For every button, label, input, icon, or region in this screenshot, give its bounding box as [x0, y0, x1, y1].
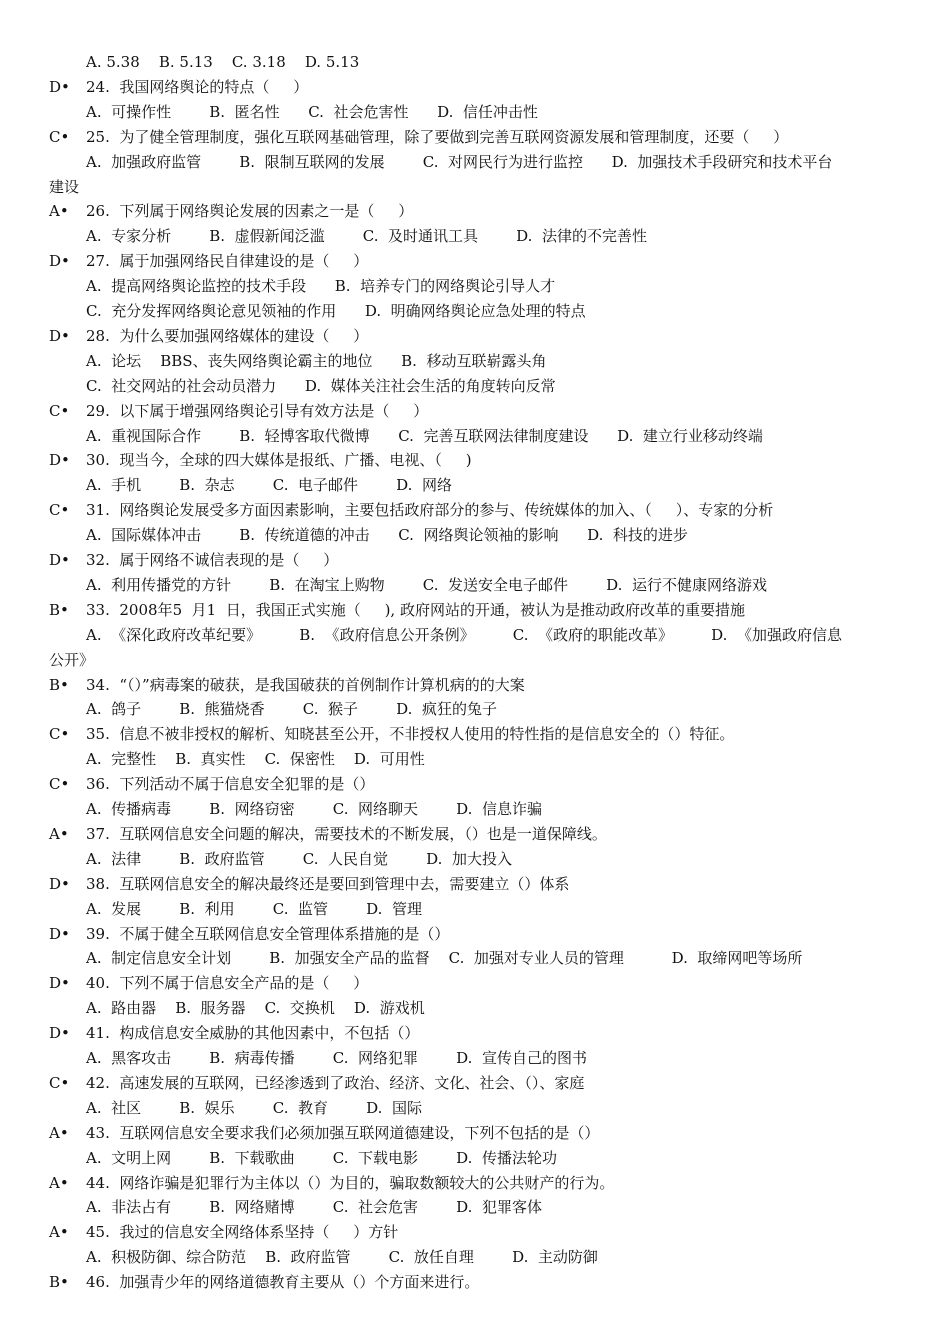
answer-marker: A•: [49, 1124, 69, 1142]
answer-marker: C•: [49, 725, 70, 743]
question-text: 34. “（）”病毒案的破获，是我国破获的首例制作计算机病的的大案: [86, 676, 525, 694]
answer-marker: D•: [49, 925, 70, 943]
answer-marker: D•: [49, 974, 70, 992]
options-line: C. 社交网站的社会动员潜力 D. 媒体关注社会生活的角度转向反常: [86, 377, 556, 395]
question-text: 30. 现当今，全球的四大媒体是报纸、广播、电视、（ ): [86, 451, 472, 469]
question-text: 46. 加强青少年的网络道德教育主要从（）个方面来进行。: [86, 1273, 480, 1291]
answer-marker: D•: [49, 327, 70, 345]
question-text: 45. 我过的信息安全网络体系坚持（ ）方针: [86, 1223, 399, 1241]
options-line: A. 提高网络舆论监控的技术手段 B. 培养专门的网络舆论引导人才: [86, 277, 556, 295]
options-line: A. 非法占有 B. 网络赌博 C. 社会危害 D. 犯罪客体: [86, 1198, 542, 1216]
answer-marker: D•: [49, 252, 70, 270]
question-text: 31. 网络舆论发展受多方面因素影响，主要包括政府部分的参与、传统媒体的加入、（ ）、专家的分析: [86, 501, 774, 519]
answer-marker: D•: [49, 451, 70, 469]
question-text: 32. 属于网络不诚信表现的是（ ）: [86, 551, 339, 569]
question-text: 28. 为什么要加强网络媒体的建设（ ）: [86, 327, 369, 345]
options-line: A. 积极防御、综合防范 B. 政府监管 C. 放任自理 D. 主动防御: [86, 1248, 598, 1266]
options-line: A. 文明上网 B. 下载歌曲 C. 下载电影 D. 传播法轮功: [86, 1149, 557, 1167]
question-text: 25. 为了健全管理制度，强化互联网基础管理，除了要做到完善互联网资源发展和管理制度，还要（ ）: [86, 128, 789, 146]
answer-marker: C•: [49, 402, 70, 420]
options-line: C. 充分发挥网络舆论意见领袖的作用 D. 明确网络舆论应急处理的特点: [86, 302, 586, 320]
options-line: A. 论坛 BBS、丧失网络舆论霸主的地位 B. 移动互联崭露头角: [86, 352, 547, 370]
answer-marker: D•: [49, 1024, 70, 1042]
answer-marker: C•: [49, 1074, 70, 1092]
options-line: A. 法律 B. 政府监管 C. 人民自觉 D. 加大投入: [86, 850, 512, 868]
question-text: 44. 网络诈骗是犯罪行为主体以（）为目的，骗取数额较大的公共财产的行为。: [86, 1174, 615, 1192]
question-text: 38. 互联网信息安全的解决最终还是要回到管理中去，需要建立（）体系: [86, 875, 570, 893]
options-line: A. 社区 B. 娱乐 C. 教育 D. 国际: [86, 1099, 422, 1117]
answer-marker: C•: [49, 775, 70, 793]
options-line: A. 国际媒体冲击 B. 传统道德的冲击 C. 网络舆论领袖的影响 D. 科技的进步: [86, 526, 688, 544]
options-line: A. 重视国际合作 B. 轻博客取代微博 C. 完善互联网法律制度建设 D. 建立行业移动终端: [86, 427, 763, 445]
question-text: 27. 属于加强网络民自律建设的是（ ）: [86, 252, 369, 270]
question-text: 40. 下列不属于信息安全产品的是（ ）: [86, 974, 369, 992]
answer-marker: D•: [49, 551, 70, 569]
answer-marker: B•: [49, 676, 69, 694]
answer-marker: A•: [49, 1223, 69, 1241]
question-text: 43. 互联网信息安全要求我们必须加强互联网道德建设，下列不包括的是（）: [86, 1124, 600, 1142]
options-line: A. 可操作性 B. 匿名性 C. 社会危害性 D. 信任冲击性: [86, 103, 538, 121]
wrapped-text: 公开》: [49, 651, 95, 669]
answer-marker: C•: [49, 501, 70, 519]
answer-marker: B•: [49, 601, 69, 619]
options-line: A. 利用传播党的方针 B. 在淘宝上购物 C. 发送安全电子邮件 D. 运行不健康网络游戏: [86, 576, 767, 594]
options-line: A. 完整性 B. 真实性 C. 保密性 D. 可用性: [86, 750, 425, 768]
answer-marker: A•: [49, 202, 69, 220]
answer-marker: D•: [49, 875, 70, 893]
options-line: A. 发展 B. 利用 C. 监管 D. 管理: [86, 900, 422, 918]
options-line: A. 加强政府监管 B. 限制互联网的发展 C. 对网民行为进行监控 D. 加强技术手段研究和技术平台: [86, 153, 833, 171]
question-text: 35. 信息不被非授权的解析、知晓甚至公开，不非授权人使用的特性指的是信息安全的（）特征。: [86, 725, 735, 743]
options-line: A. 鸽子 B. 熊猫烧香 C. 猴子 D. 疯狂的兔子: [86, 700, 497, 718]
wrapped-text: 建设: [49, 178, 80, 196]
question-text: 29. 以下属于增强网络舆论引导有效方法是（ ）: [86, 402, 429, 420]
question-text: 41. 构成信息安全威胁的其他因素中，不包括（）: [86, 1024, 420, 1042]
question-text: 39. 不属于健全互联网信息安全管理体系措施的是（）: [86, 925, 450, 943]
answer-marker: C•: [49, 128, 70, 146]
answer-marker: D•: [49, 78, 70, 96]
options-line: A. 路由器 B. 服务器 C. 交换机 D. 游戏机: [86, 999, 425, 1017]
question-text: 24. 我国网络舆论的特点（ ）: [86, 78, 309, 96]
answer-marker: A•: [49, 825, 69, 843]
options-line: A. 黑客攻击 B. 病毒传播 C. 网络犯罪 D. 宣传自己的图书: [86, 1049, 587, 1067]
options-line: A. 制定信息安全计划 B. 加强安全产品的监督 C. 加强对专业人员的管理 D. 取缔网吧等场所: [86, 949, 803, 967]
question-text: 37. 互联网信息安全问题的解决，需要技术的不断发展，（）也是一道保障线。: [86, 825, 607, 843]
options-line: A. 专家分析 B. 虚假新闻泛滥 C. 及时通讯工具 D. 法律的不完善性: [86, 227, 647, 245]
question-text: 26. 下列属于网络舆论发展的因素之一是（ ）: [86, 202, 414, 220]
options-line: A. 手机 B. 杂志 C. 电子邮件 D. 网络: [86, 476, 452, 494]
options-line: A. 传播病毒 B. 网络窃密 C. 网络聊天 D. 信息诈骗: [86, 800, 542, 818]
options-line: A. 《深化政府改革纪要》 B. 《政府信息公开条例》 C. 《政府的职能改革》 D. 《加强政府信息: [86, 626, 842, 644]
question-text: 33. 2008年5 月1 日，我国正式实施（ ), 政府网站的开通，被认为是推动政府改革的重要措施: [86, 601, 745, 619]
question-text: 42. 高速发展的互联网，已经渗透到了政治、经济、文化、社会、（）、家庭: [86, 1074, 585, 1092]
question-text: 36. 下列活动不属于信息安全犯罪的是（）: [86, 775, 375, 793]
answer-marker: B•: [49, 1273, 69, 1291]
answer-marker: A•: [49, 1174, 69, 1192]
options-line: A. 5.38 B. 5.13 C. 3.18 D. 5.13: [86, 53, 360, 71]
